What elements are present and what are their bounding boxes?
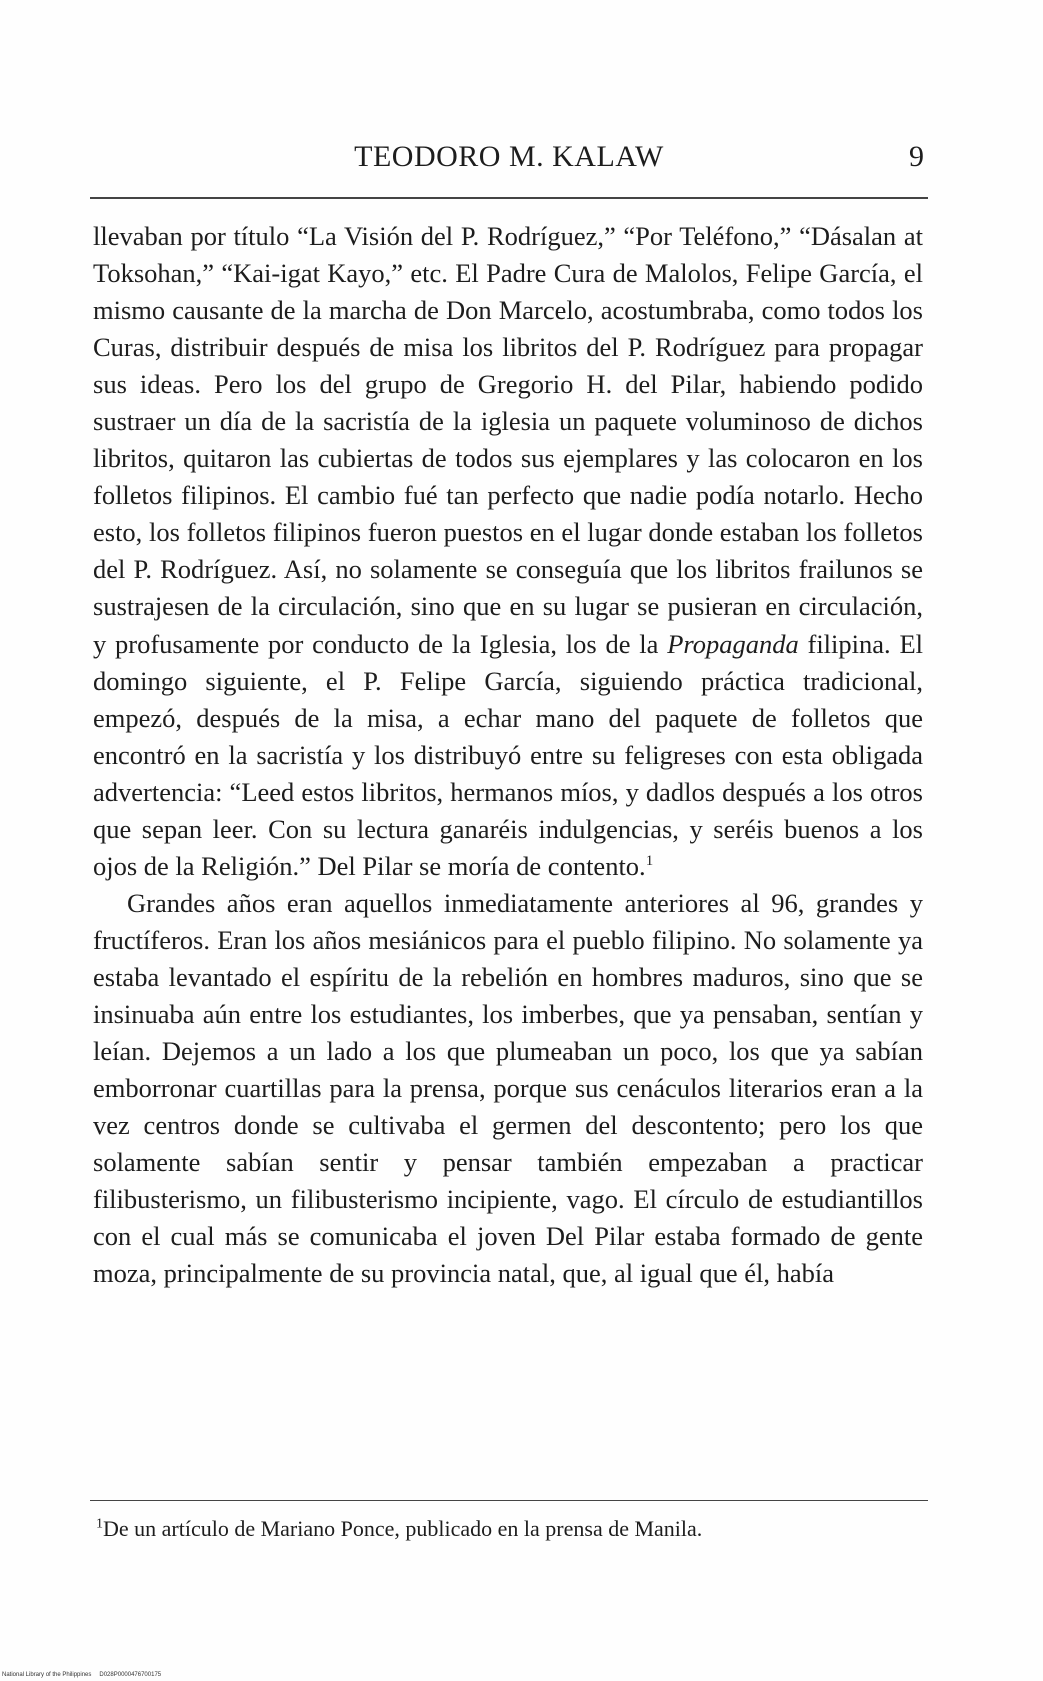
paragraph-text: filipina. El domingo siguiente, el P. Felipe García, siguiendo práctica tradicional, empezó, después de la misa, a echar mano del paquete de folletos que encontró en la sacristía y los distribuyó entre su feligreses con esta obligada advertencia: “Leed estos libritos, hermanos míos, y dadlos después a los otros que sepan leer. Con su lectura ganaréis indulgencias, y seréis buenos a los ojos de la Religión.” Del Pilar se moría de contento. <box>93 628 923 881</box>
footnote-number: 1 <box>96 1516 103 1532</box>
library-stamp <box>2 1671 161 1679</box>
header-rule <box>90 197 928 199</box>
footnote-rule <box>90 1500 928 1501</box>
library-name: National Library of the Philippines <box>2 1672 92 1678</box>
footnote-text: De un artículo de Mariano Ponce, publicado en la prensa de Manila. <box>103 1516 703 1541</box>
scan-code: D028P0000476700175 <box>99 1672 162 1678</box>
footnote <box>96 1514 926 1544</box>
paragraph-text: llevaban por título “La Visión del P. Rodríguez,” “Por Teléfono,” “Dásalan at Toksohan,” “Kai-igat Kayo,” etc. El Padre Cura de Malolos, Felipe García, el mismo causante de la marcha de Don Marcelo, acostumbraba, como todos los Curas, distribuir después de misa los libritos del P. Rodríguez para propagar sus ideas. Pero los del grupo de Gregorio H. del Pilar, habiendo podido sustraer un día de la sacristía de la iglesia un paquete voluminoso de dichos libritos, quitaron las cubiertas de todos sus ejemplares y las colocaron en los folletos filipinos. El cambio fué tan perfecto que nadie podía notarlo. Hecho esto, los folletos filipinos fueron puestos en el lugar donde estaban los folletos del P. Rodríguez. Así, no solamente se conseguía que los libritos frailunos se sustrajesen de la circulación, sino que en su lugar se pusieran en circulación, y profusamente por conducto de la Iglesia, los de la <box>93 221 923 659</box>
body-text <box>93 218 923 1292</box>
running-header <box>94 140 924 190</box>
footnote-marker: 1 <box>645 852 654 869</box>
running-head-title: TEODORO M. KALAW <box>354 140 664 173</box>
paragraph <box>93 218 923 885</box>
page-number: 9 <box>909 140 924 173</box>
paragraph: Grandes años eran aquellos inmediatamente anteriores al 96, grandes y fructíferos. Eran los años mesiánicos para el pueblo filipino. No solamente ya estaba levantado el espíritu de la rebelión en hombres maduros, sino que se insinuaba aún entre los estudiantes, los imberbes, que ya pensaban, sentían y leían. Dejemos a un lado a los que plumeaban un poco, los que ya sabían emborronar cuartillas para la prensa, porque sus cenáculos literarios eran a la vez centros donde se cultivaba el germen del descontento; pero los que solamente sabían sentir y pensar también empezaban a practicar filibusterismo, un filibusterismo incipiente, vago. El círculo de estudiantillos con el cual más se comunicaba el joven Del Pilar estaba formado de gente moza, principalmente de su provincia natal, que, al igual que él, había <box>93 887 923 1289</box>
italic-term: Propaganda <box>667 628 799 659</box>
